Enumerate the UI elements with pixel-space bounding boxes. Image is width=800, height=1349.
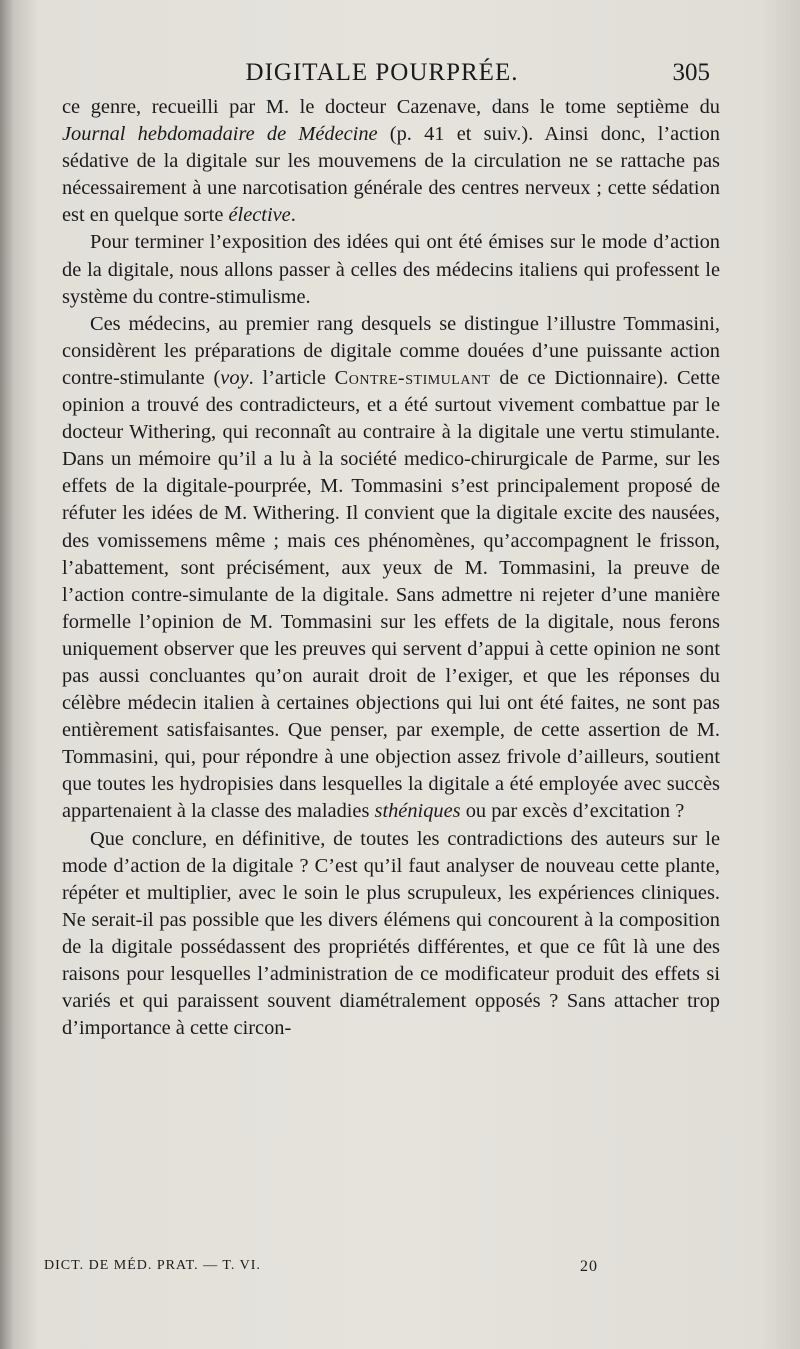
paragraph [62,229,720,310]
page-number: 305 [672,59,710,86]
running-head [44,52,720,94]
text-run: ou par excès d’excitation ? [460,800,685,823]
text-run: . [290,204,296,227]
text-run: ce genre, recueilli par M. le docteur Cazenave, dans le tome septième du [62,96,720,118]
book-page [44,52,720,1042]
signature-mark: 20 [580,1258,598,1275]
running-title: DIGITALE POURPRÉE. [245,59,519,86]
text-run: Ces médecins, au premier rang desquels se distingue l’illustre Tommasini, considèrent les préparations de digitale comme douées d’une puissante action contre-stimulante ( [62,312,720,389]
paragraph [62,826,720,1043]
text-run: . l’article [248,366,335,389]
text-run: (p. 41 et suiv.). Ainsi donc, l’action sédative de la digitale sur les mouvemens de la circulation ne se rattache pas nécessairement à une narcotisation générale des centres nerveux ; cette sédation est en quelque sorte [62,123,720,227]
page-footer [44,1258,720,1274]
italic-text: Journal hebdomadaire de Médecine [62,123,378,146]
footer-source: DICT. DE MÉD. PRAT. — T. VI. [44,1258,261,1273]
paragraph [62,311,720,826]
paragraph [62,94,720,229]
body-text [62,94,720,1042]
italic-text: voy [220,366,249,389]
text-run: de ce Dictionnaire). Cette opinion a trouvé des contradicteurs, et a été surtout vivement combattue par le docteur Withering, qui reconnaît au contraire à la digitale une vertu stimulante. Dans un mémoire qu’il a lu à la société medico-chirurgicale de Parme, sur les effets de la digitale-pourprée, M. Tommasini s’est principalement proposé de réfuter les idées de M. Withering. Il convient que la digitale excite des nausées, des vomissemens même ; mais ces phénomènes, qu’accompagnent le frisson, l’abattement, sont précisément, aux yeux de M. Tommasini, la preuve de l’action contre-simulante de la digitale. Sans admettre ni rejeter d’une manière formelle l’opinion de M. Tommasini sur les effets de la digitale, nous ferons uniquement observer que les preuves qui servent d’appui à cette opinion ne sont pas aussi concluantes qu’on aurait droit de l’exiger, et que les réponses du célèbre médecin italien à certaines objections qui lui ont été faites, ne sont pas entièrement satisfaisantes. Que penser, par exemple, de cette assertion de M. Tommasini, qui, pour répondre à une objection assez frivole d’ailleurs, soutient que toutes les hydropisies dans lesquelles la digitale a été employée avec succès appartenaient à la classe des maladies [62,366,720,823]
text-run: Que conclure, en définitive, de toutes les contradictions des auteurs sur le mode d’action de la digitale ? C’est qu’il faut analyser de nouveau cette plante, répéter et multiplier, avec le soin le plus scrupuleux, les expériences cliniques. Ne serait-il pas possible que les divers élémens qui concourent à la composition de la digitale possédassent des propriétés différentes, et que ce fût là une des raisons pour lesquelles l’administration de ce modificateur produit des effets si variés et qui paraissent souvent diamétralement opposés ? Sans attacher trop d’importance à cette circon- [62,827,720,1040]
italic-text: élective [228,204,291,227]
text-run: Pour terminer l’exposition des idées qui ont été émises sur le mode d’action de la digitale, nous allons passer à celles des médecins italiens qui professent le système du contre-stimulisme. [62,231,720,308]
small-caps-text: Contre-stimulant [334,366,491,389]
italic-text: sthéniques [374,800,461,823]
